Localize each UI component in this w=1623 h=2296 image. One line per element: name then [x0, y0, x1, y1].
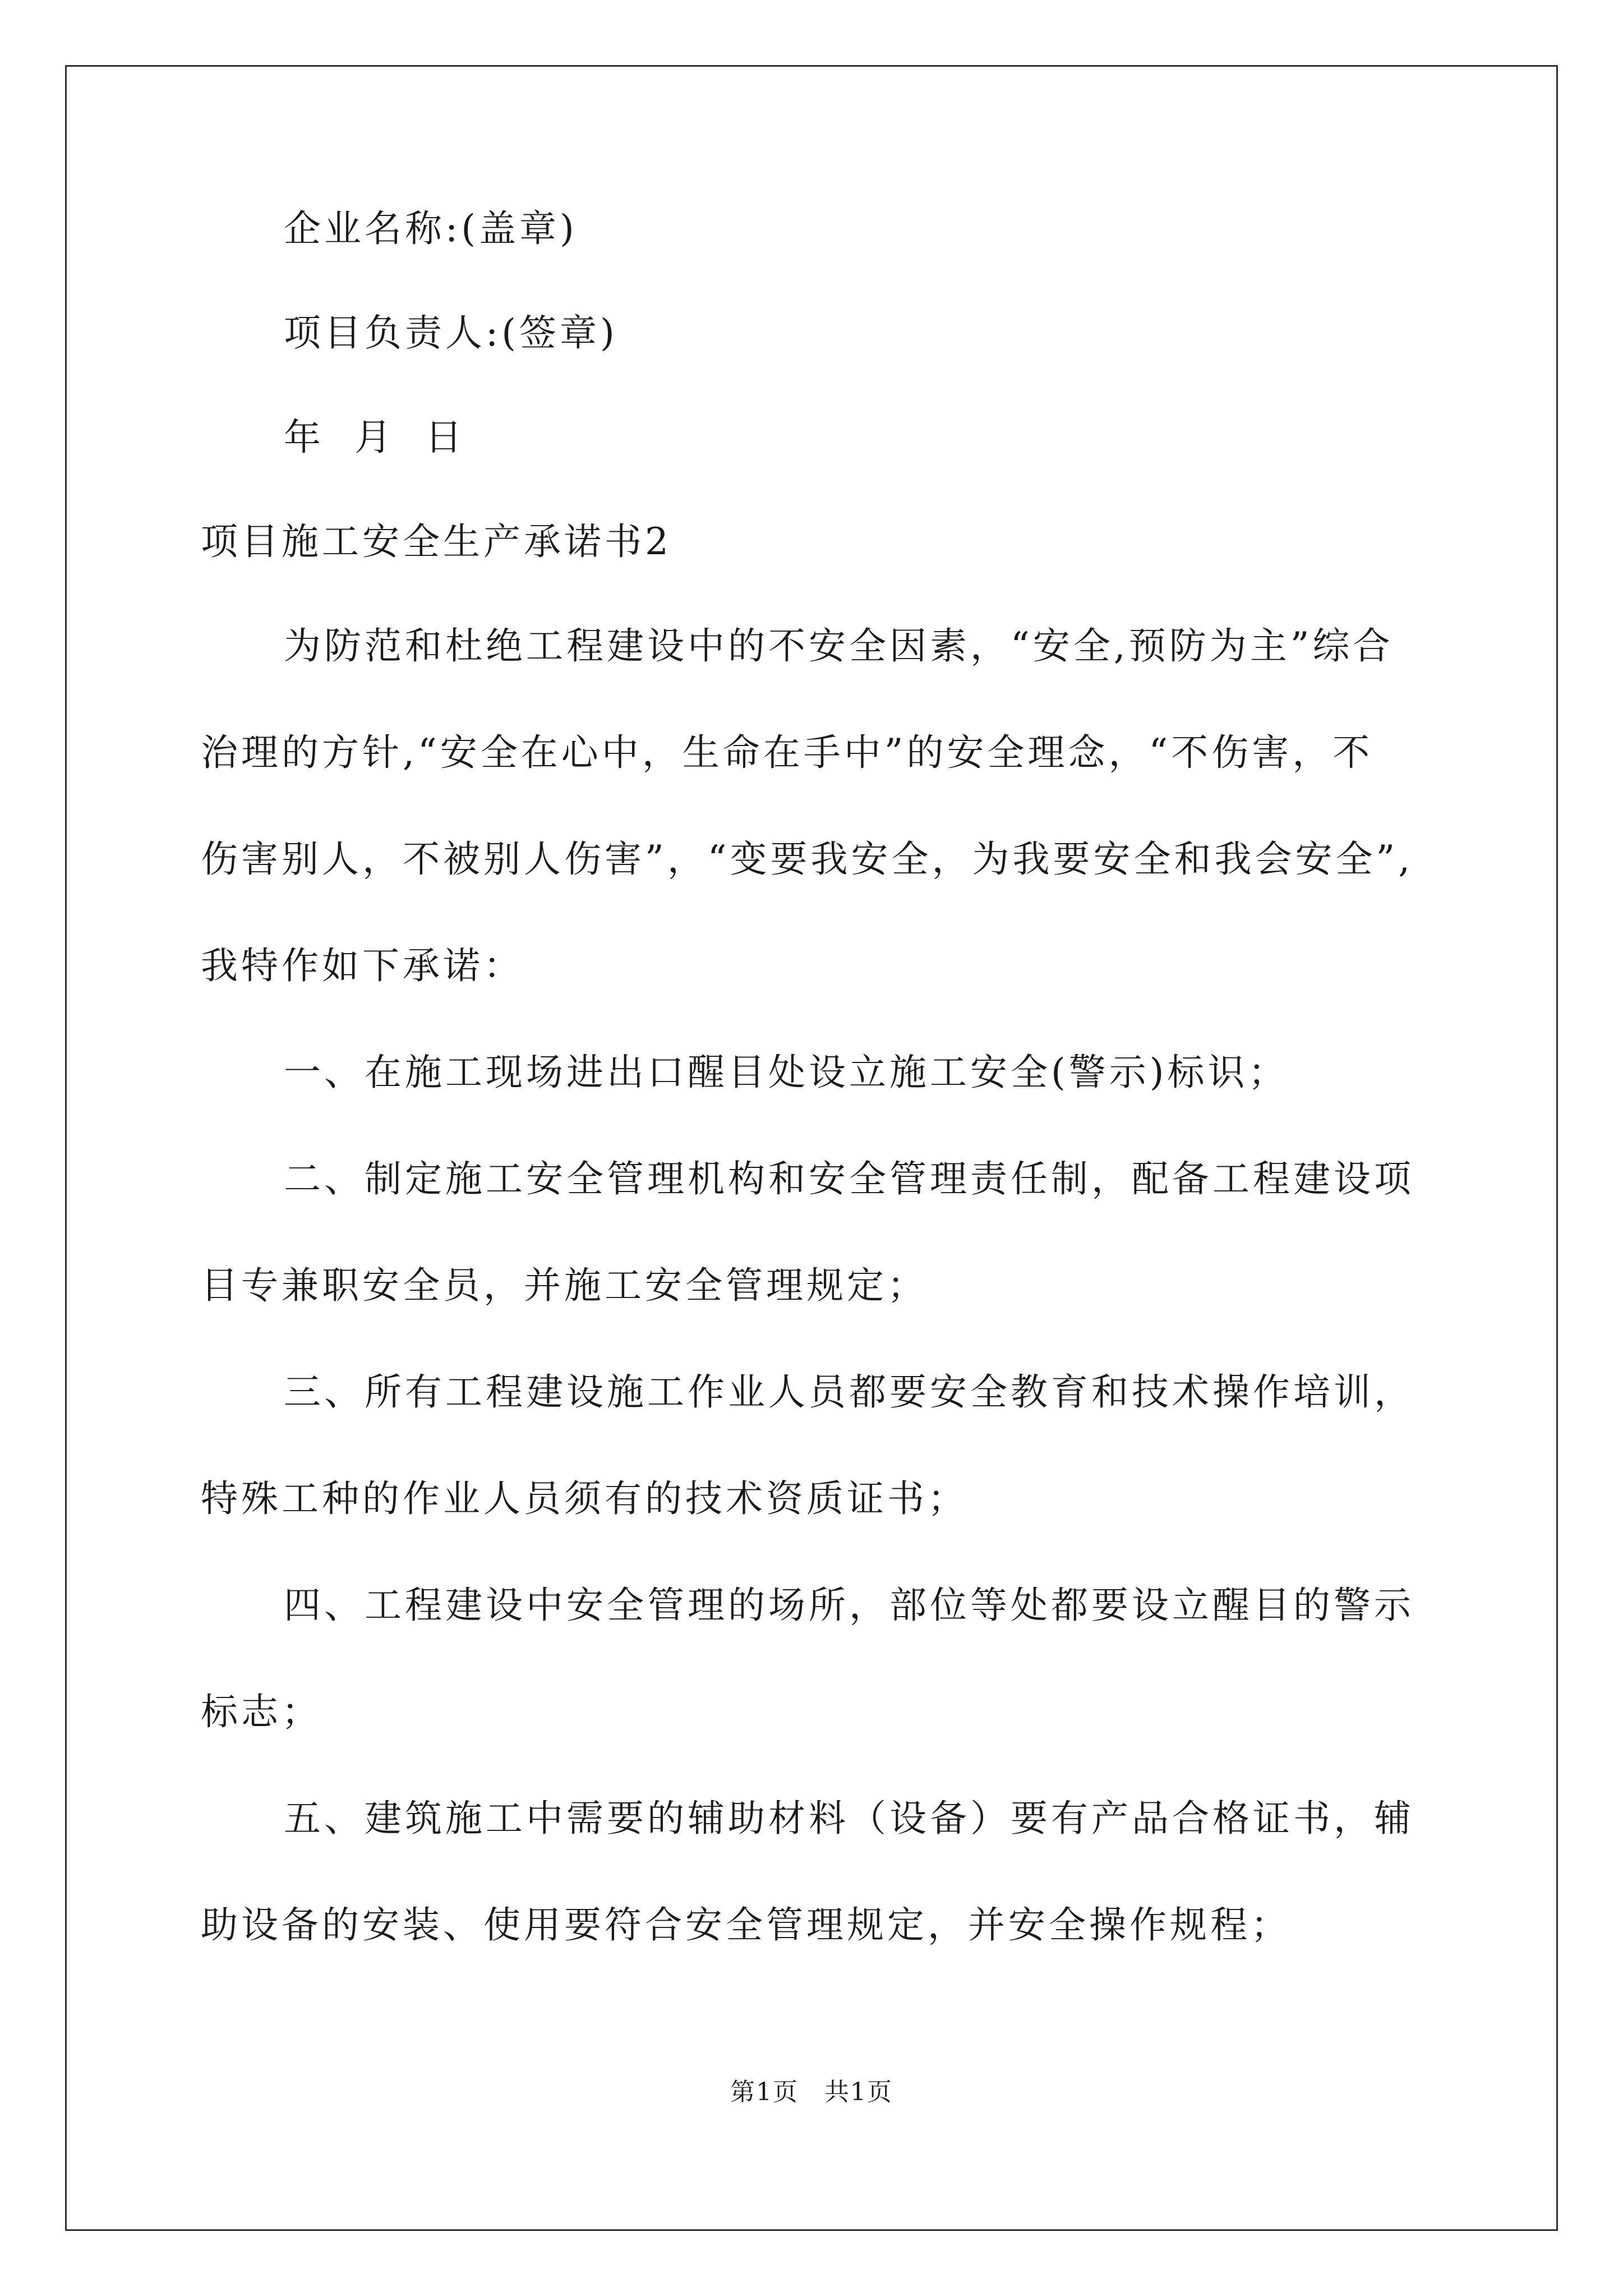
page-footer: 第1页 共1页 — [730, 2078, 893, 2106]
date-field: 年 月 日 — [284, 416, 465, 459]
project-leader-field: 项目负责人:(签章) — [284, 311, 618, 355]
intro-line: 治理的方针,“安全在心中，生命在手中”的安全理念，“不伤害，不 — [201, 731, 1373, 774]
commitment-item-2 — [201, 1152, 1457, 1313]
intro-line: 为防范和杜绝工程建设中的不安全因素，“安全,预防为主”综合 — [284, 624, 1394, 668]
item-line: 五、建筑施工中需要的辅助材料（设备）要有产品合格证书，辅 — [284, 1797, 1414, 1840]
item-line: 四、工程建设中安全管理的场所，部位等处都要设立醒目的警示 — [284, 1584, 1414, 1627]
intro-line: 我特作如下承诺： — [201, 944, 524, 987]
document-body — [201, 202, 1457, 2005]
commitment-item-1 — [201, 1046, 1457, 1099]
item-line: 三、所有工程建设施工作业人员都要安全教育和技术操作培训， — [284, 1370, 1414, 1414]
intro-line: 伤害别人，不被别人伤害”，“变要我安全，为我要安全和我会安全”, — [201, 838, 1414, 881]
item-line: 二、制定施工安全管理机构和安全管理责任制，配备工程建设项 — [284, 1157, 1414, 1200]
item-line: 一、在施工现场进出口醒目处设立施工安全(警示)标识； — [284, 1051, 1289, 1094]
intro-paragraph — [201, 619, 1457, 993]
commitment-item-4 — [201, 1579, 1457, 1739]
item-line: 目专兼职安全员，并施工安全管理规定； — [201, 1264, 928, 1307]
commitment-item-3 — [201, 1365, 1457, 1526]
item-line: 标志； — [201, 1690, 322, 1733]
company-name-field: 企业名称:(盖章) — [284, 207, 578, 250]
item-line: 特殊工种的作业人员须有的技术资质证书； — [201, 1477, 968, 1520]
section-title: 项目施工安全生产承诺书2 — [201, 520, 672, 563]
commitment-item-5 — [201, 1792, 1457, 1952]
item-line: 助设备的安装、使用要符合安全管理规定，并安全操作规程； — [201, 1903, 1291, 1947]
